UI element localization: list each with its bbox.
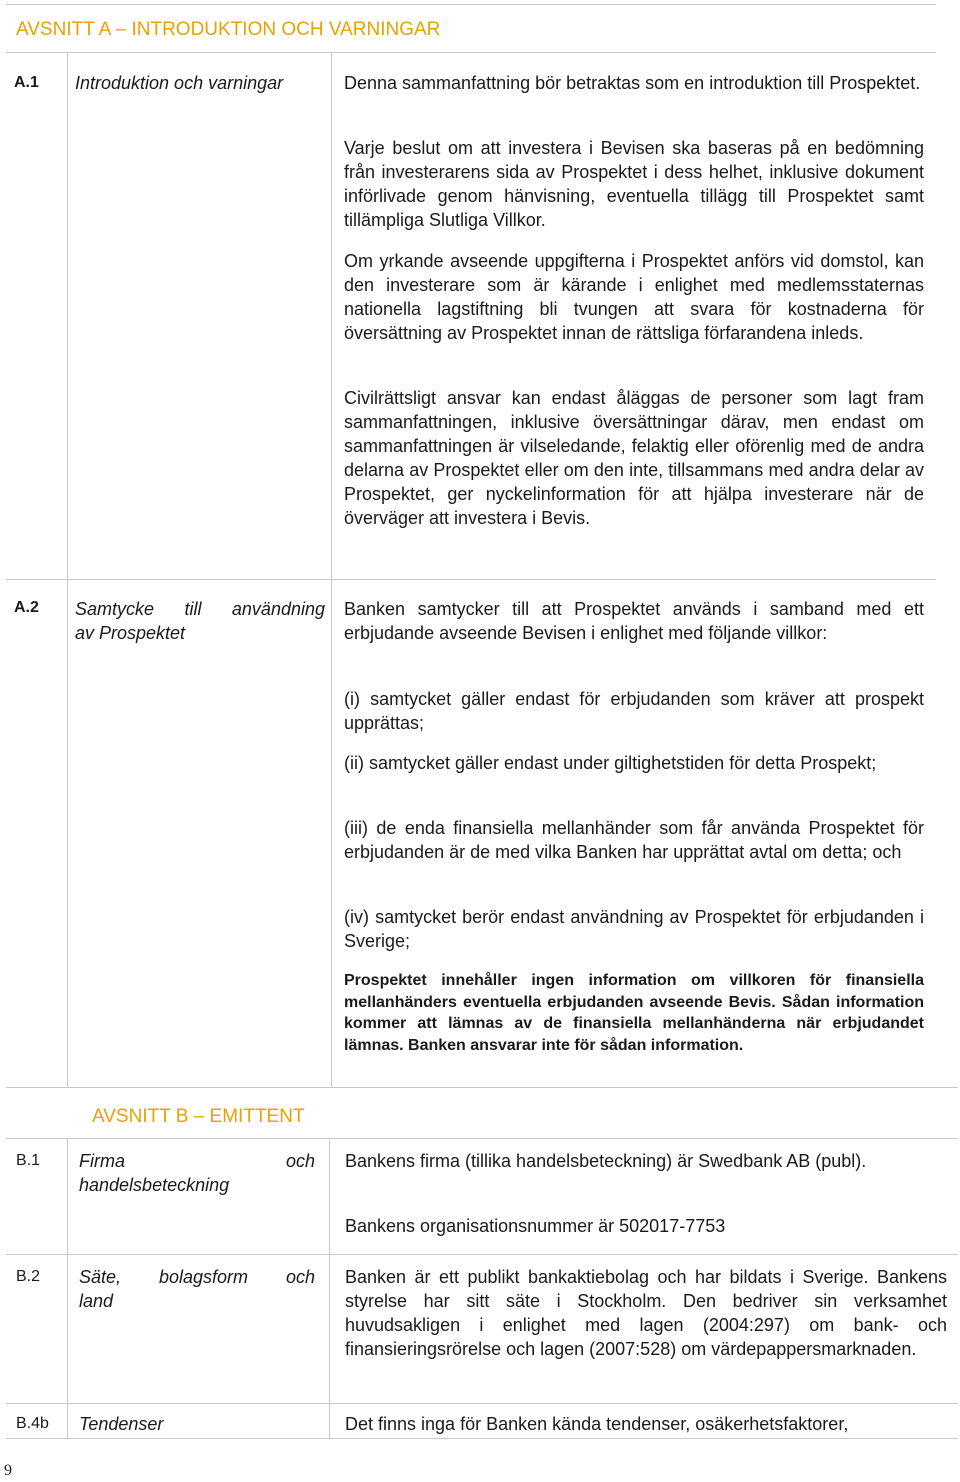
row-label: av Prospektet bbox=[75, 623, 186, 643]
paragraph: Banken samtycker till att Prospektet används i samband med ett erbjudande avseende Bevisen i enlighet med följande villkor: bbox=[344, 599, 924, 643]
row-label: Introduktion och varningar bbox=[75, 73, 284, 93]
row-code: B.4b bbox=[16, 1415, 49, 1432]
paragraph: Varje beslut om att investera i Bevisen ska baseras på en bedömning från investerarens sida av Prospektet i dess helhet, inklusive dokument införlivade genom hänvisning, eventuella tillägg till Prospektet samt tillämpliga Slutliga Villkor. bbox=[344, 138, 924, 230]
row-label: Tendenser bbox=[79, 1414, 164, 1434]
row-code: B.1 bbox=[16, 1152, 41, 1169]
paragraph: Det finns inga för Banken kända tendenser, osäkerhetsfaktorer, bbox=[345, 1414, 849, 1434]
bold-paragraph: Prospektet innehåller ingen information om villkoren för finansiella mellanhänders eventuella erbjudanden avseende Bevis. Sådan information kommer att lämnas av de finansiella mellanhänderna när erbjudandet lämnas. Banken ansvarar inte för sådan information. bbox=[344, 972, 924, 1054]
paragraph: (iv) samtycket berör endast användning av Prospektet för erbjudanden i Sverige; bbox=[344, 907, 924, 951]
paragraph: Bankens organisationsnummer är 502017-7753 bbox=[345, 1216, 726, 1236]
row-label: Samtycke till användning bbox=[75, 599, 325, 619]
paragraph: Banken är ett publikt bankaktiebolag och har bildats i Sverige. Bankens styrelse har sitt säte i Stockholm. Den bedriver sin verksamhet huvudsakligen i enlighet med lagen (2004:297) om bank- och finansieringsrörelse och lagen (2007:528) om värdepappersmarknaden. bbox=[345, 1267, 947, 1359]
row-label: Firma och bbox=[79, 1151, 315, 1171]
row-code: A.2 bbox=[14, 599, 39, 616]
row-code: B.2 bbox=[16, 1268, 41, 1285]
paragraph: (ii) samtycket gäller endast under giltighetstiden för detta Prospekt; bbox=[344, 753, 877, 773]
page-number: 9 bbox=[4, 1462, 12, 1479]
row-label: handelsbeteckning bbox=[79, 1175, 230, 1195]
paragraph: Om yrkande avseende uppgifterna i Prospektet anförs vid domstol, kan den investerare som är kärande i enlighet med medlemsstaternas nationella lagstiftning bli tvungen att svara för kostnaderna för översättning av Prospektet innan de rättsliga förfarandena inleds. bbox=[344, 251, 924, 343]
paragraph: Denna sammanfattning bör betraktas som en introduktion till Prospektet. bbox=[344, 73, 921, 93]
section-b-heading: AVSNITT B – EMITTENT bbox=[92, 1106, 305, 1127]
row-label: Säte, bolagsform och bbox=[79, 1267, 315, 1287]
paragraph: Bankens firma (tillika handelsbeteckning) är Swedbank AB (publ). bbox=[345, 1151, 867, 1171]
paragraph: (i) samtycket gäller endast för erbjudanden som kräver att prospekt upprättas; bbox=[344, 689, 924, 733]
section-a-heading: AVSNITT A – INTRODUKTION OCH VARNINGAR bbox=[16, 19, 441, 40]
row-label: land bbox=[79, 1291, 114, 1311]
paragraph: Civilrättsligt ansvar kan endast åläggas de personer som lagt fram sammanfattningen, inklusive översättningar därav, men endast om sammanfattningen är vilseledande, felaktig eller oförenlig med de andra delarna av Prospektet eller om den inte, tillsammans med andra delar av Prospektet, ger nyckelinformation för att hjälpa investerare när de överväger att investera i Bevis. bbox=[344, 388, 924, 528]
paragraph: (iii) de enda finansiella mellanhänder som får använda Prospektet för erbjudanden är de med vilka Banken har upprättat avtal om detta; och bbox=[344, 818, 924, 862]
row-code: A.1 bbox=[14, 74, 39, 91]
